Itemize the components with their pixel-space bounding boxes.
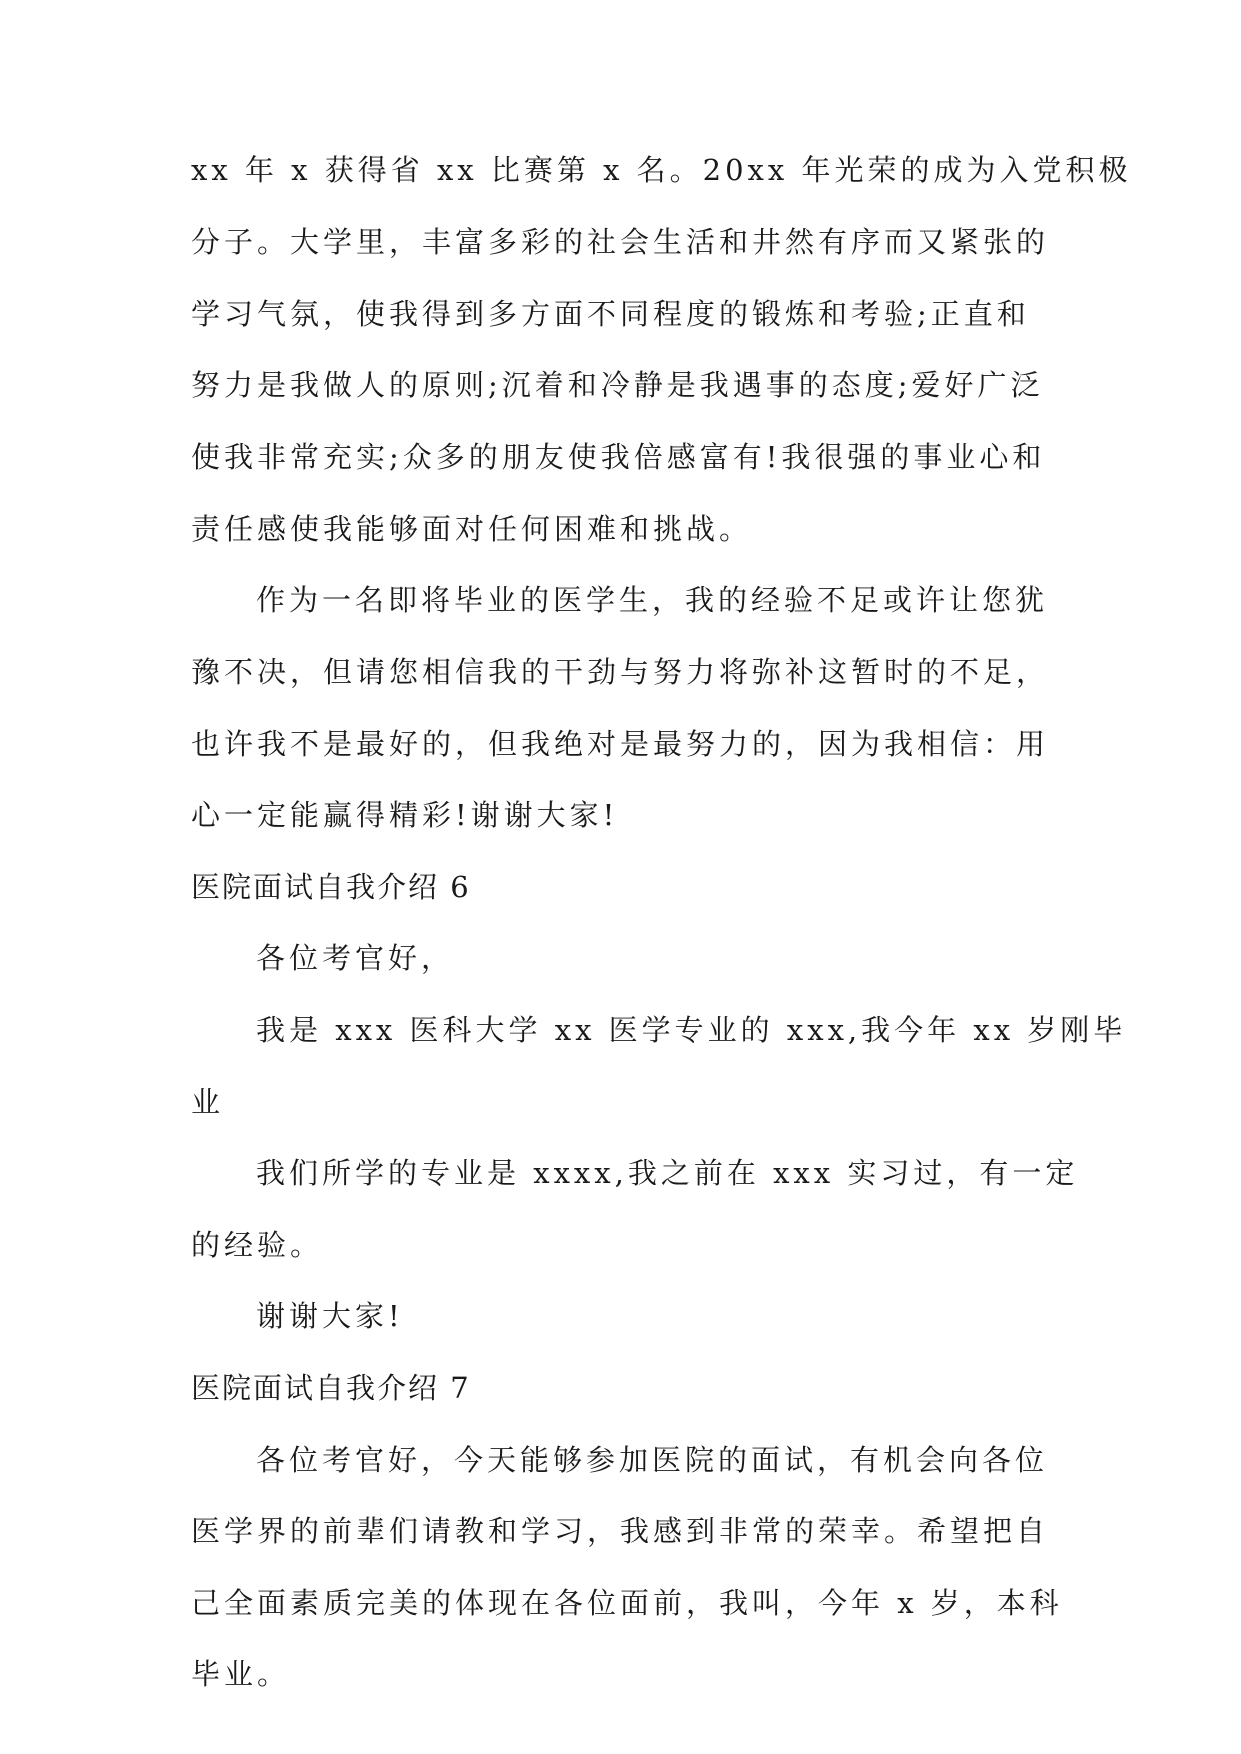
text-line: 分子。大学里，丰富多彩的社会生活和井然有序而又紧张的 xyxy=(191,225,1050,259)
text-line: 也许我不是最好的，但我绝对是最努力的，因为我相信：用 xyxy=(191,727,1050,761)
text-line: 心一定能赢得精彩!谢谢大家! xyxy=(191,798,619,832)
text-line: 努力是我做人的原则;沉着和冷静是我遇事的态度;爱好广泛 xyxy=(191,368,1044,402)
text-line: 学习气氛，使我得到多方面不同程度的锻炼和考验;正直和 xyxy=(191,297,1030,331)
text-line: 医学界的前辈们请教和学习，我感到非常的荣幸。希望把自 xyxy=(191,1514,1050,1548)
paragraph-first-line: 我们所学的专业是 xxxx,我之前在 xxx 实习过，有一定 xyxy=(256,1156,1079,1190)
paragraph-first-line: 作为一名即将毕业的医学生，我的经验不足或许让您犹 xyxy=(256,583,1049,617)
text-line: 的经验。 xyxy=(191,1228,324,1262)
text-line: 责任感使我能够面对任何困难和挑战。 xyxy=(191,512,753,546)
text-line: xx 年 x 获得省 xx 比赛第 x 名。20xx 年光荣的成为入党积极 xyxy=(191,153,1132,187)
paragraph-first-line: 我是 xxx 医科大学 xx 医学专业的 xxx,我今年 xx 岁刚毕 xyxy=(256,1013,1127,1047)
text-line: 豫不决，但请您相信我的干劲与努力将弥补这暂时的不足， xyxy=(191,655,1050,689)
text-line: 使我非常充实;众多的朋友使我倍感富有!我很强的事业心和 xyxy=(191,440,1046,474)
section-heading: 医院面试自我介绍 6 xyxy=(191,870,471,904)
text-line: 业 xyxy=(191,1085,225,1119)
paragraph-first-line: 各位考官好，今天能够参加医院的面试，有机会向各位 xyxy=(256,1443,1049,1477)
text-line: 己全面素质完美的体现在各位面前，我叫，今年 x 岁，本科 xyxy=(191,1586,1063,1620)
text-line: 毕业。 xyxy=(191,1657,291,1691)
greeting-line: 各位考官好， xyxy=(256,941,455,975)
section-heading: 医院面试自我介绍 7 xyxy=(191,1371,471,1405)
closing-line: 谢谢大家! xyxy=(256,1299,404,1333)
